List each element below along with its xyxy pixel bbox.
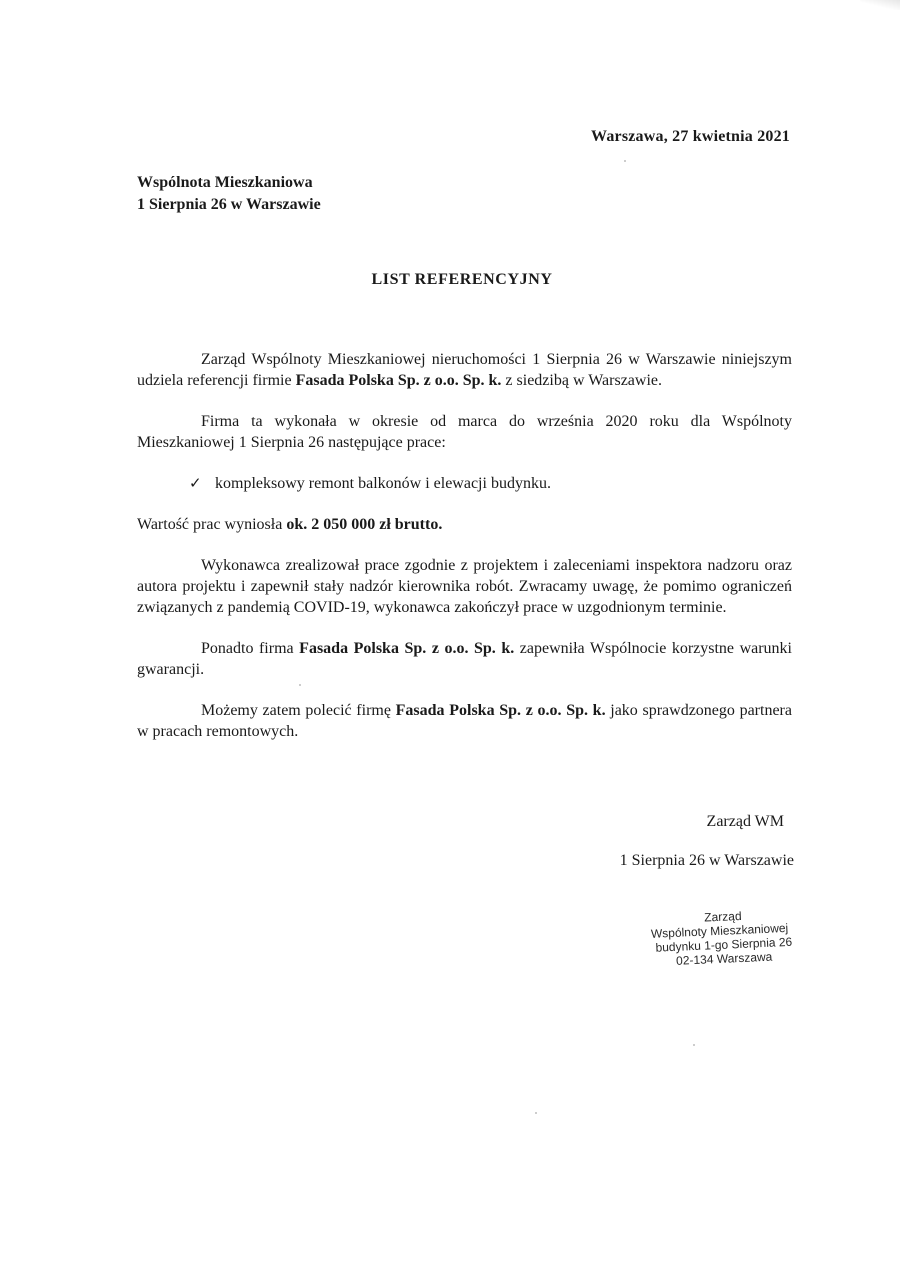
company-name: Fasada Polska Sp. z o.o. Sp. k.: [395, 702, 606, 719]
paragraph-intro-text-a: Zarząd Wspólnoty Mieszkaniowej nieruchomości 1 Sierpnia 26 w Warszawie niniejszym udziela referencji firmie: [137, 351, 792, 389]
paragraph-intro-text-b: z siedzibą w Warszawie.: [501, 372, 662, 389]
company-name: Fasada Polska Sp. z o.o. Sp. k.: [299, 640, 515, 657]
paragraph-warranty-text-b: zapewniła Wspólnocie korzystne warunki gwarancji.: [137, 640, 792, 678]
checkmark-icon: ✓: [189, 474, 202, 492]
works-list-item: [137, 473, 792, 494]
recipient-line-1: Wspólnota Mieszkaniowa: [137, 174, 313, 191]
official-stamp: [648, 906, 820, 969]
signature-line-2: 1 Sierpnia 26 w Warszawie: [619, 852, 794, 869]
recipient-line-2: 1 Sierpnia 26 w Warszawie: [137, 196, 321, 213]
stamp-line-3: budynku 1-go Sierpnia 26: [655, 934, 793, 955]
scan-corner-shadow: [860, 0, 900, 10]
paragraph-warranty: [137, 638, 792, 680]
paragraph-intro: [137, 349, 792, 391]
scan-speck: [624, 160, 626, 162]
stamp-line-1: Zarząd: [703, 908, 742, 925]
scan-speck: [299, 684, 301, 686]
paragraph-warranty-text-a: Ponadto firma: [201, 640, 300, 657]
paragraph-value-text: Wartość prac wyniosła: [137, 516, 287, 533]
signature-line-1: Zarząd WM: [706, 813, 784, 830]
stamp-line-4: 02-134 Warszawa: [675, 949, 773, 968]
scan-speck: [535, 1112, 537, 1114]
paragraph-scope: Firma ta wykonała w okresie od marca do września 2020 roku dla Wspólnoty Mieszkaniowej 1 Sierpnia 26 następujące prace:: [137, 413, 792, 451]
letter-date: Warszawa, 27 kwietnia 2021: [591, 128, 790, 145]
contract-value: ok. 2 050 000 zł brutto.: [286, 516, 443, 533]
scan-speck: [693, 1044, 695, 1046]
recipient-block: [137, 172, 321, 216]
paragraph-value: [137, 514, 792, 535]
company-name: Fasada Polska Sp. z o.o. Sp. k.: [295, 372, 502, 389]
works-list-item-text: kompleksowy remont balkonów i elewacji budynku.: [215, 475, 551, 492]
paragraph-recommendation-text-a: Możemy zatem polecić firmę: [201, 702, 396, 719]
paragraph-recommendation-text-b: jako sprawdzonego partnera w pracach remontowych.: [137, 702, 792, 740]
letter-title: LIST REFERENCYJNY: [371, 271, 553, 288]
paragraph-recommendation: [137, 700, 792, 742]
stamp-line-2: Wspólnoty Mieszkaniowej: [650, 920, 789, 941]
paragraph-execution: Wykonawca zrealizował prace zgodnie z projektem i zaleceniami inspektora nadzoru oraz autora projektu i zapewnił stały nadzór kierownika robót. Zwracamy uwagę, że pomimo ograniczeń związanych z pandemią COVID-19, wykonawca zakończył prace w uzgodnionym terminie.: [137, 557, 792, 616]
letter-body: [137, 349, 792, 762]
